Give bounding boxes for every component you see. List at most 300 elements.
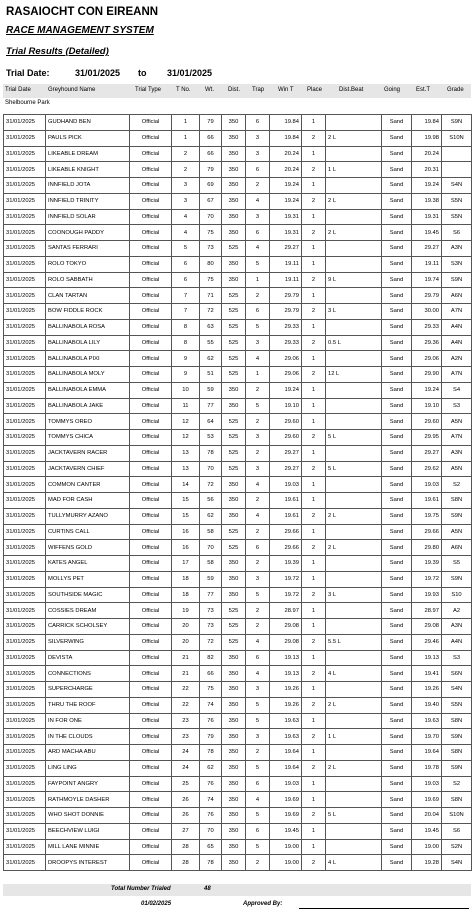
win-time-cell: 20.24: [270, 146, 302, 162]
trial-type-cell: Official: [130, 115, 172, 131]
going-cell: Sand: [382, 556, 412, 572]
place-cell: 2: [302, 587, 326, 603]
trial-date-range: [6, 68, 446, 80]
distance-cell: 350: [222, 193, 246, 209]
trap-cell: 3: [246, 461, 270, 477]
table-row: [4, 508, 472, 524]
report-title: Trial Results (Detailed): [6, 46, 109, 57]
weight-cell: 73: [200, 241, 222, 257]
table-row: [4, 225, 472, 241]
win-time-cell: 29.06: [270, 351, 302, 367]
win-time-cell: 29.08: [270, 619, 302, 635]
trial-date-cell: 31/01/2025: [4, 351, 46, 367]
win-time-cell: 19.31: [270, 225, 302, 241]
trap-cell: 3: [246, 571, 270, 587]
trap-cell: 3: [246, 130, 270, 146]
table-row: [4, 288, 472, 304]
trap-cell: 2: [246, 414, 270, 430]
est-time-cell: 19.45: [412, 225, 442, 241]
trial-number-cell: 9: [172, 351, 200, 367]
est-time-cell: 30.00: [412, 304, 442, 320]
going-cell: Sand: [382, 414, 412, 430]
weight-cell: 78: [200, 855, 222, 871]
distance-cell: 525: [222, 241, 246, 257]
trap-cell: 5: [246, 587, 270, 603]
distance-beaten-cell: [326, 241, 382, 257]
grade-cell: S4N: [442, 178, 472, 194]
grade-cell: A4N: [442, 319, 472, 335]
weight-cell: 64: [200, 414, 222, 430]
going-cell: Sand: [382, 697, 412, 713]
win-time-cell: 29.33: [270, 319, 302, 335]
grade-cell: A7N: [442, 304, 472, 320]
greyhound-name-cell: INNFIELD SOLAR: [46, 209, 130, 225]
distance-cell: 350: [222, 682, 246, 698]
trial-type-cell: Official: [130, 619, 172, 635]
distance-cell: 350: [222, 382, 246, 398]
win-time-cell: 19.69: [270, 808, 302, 824]
trial-type-cell: Official: [130, 209, 172, 225]
trial-type-cell: Official: [130, 445, 172, 461]
weight-cell: 77: [200, 398, 222, 414]
trap-cell: 3: [246, 209, 270, 225]
going-cell: Sand: [382, 587, 412, 603]
win-time-cell: 19.64: [270, 760, 302, 776]
trial-date-cell: 31/01/2025: [4, 808, 46, 824]
est-time-cell: 29.80: [412, 540, 442, 556]
weight-cell: 74: [200, 697, 222, 713]
table-row: [4, 619, 472, 635]
trial-date-cell: 31/01/2025: [4, 745, 46, 761]
distance-cell: 350: [222, 650, 246, 666]
est-time-cell: 29.90: [412, 367, 442, 383]
greyhound-name-cell: BALLINABOLA EMMA: [46, 382, 130, 398]
trial-number-cell: 4: [172, 225, 200, 241]
signature-line: [299, 908, 469, 909]
est-time-cell: 19.98: [412, 130, 442, 146]
distance-beaten-cell: [326, 115, 382, 131]
trial-number-cell: 8: [172, 335, 200, 351]
weight-cell: 59: [200, 571, 222, 587]
trial-number-cell: 20: [172, 619, 200, 635]
col-trial-date: Trial Date: [5, 87, 31, 93]
trial-number-cell: 16: [172, 540, 200, 556]
trial-number-cell: 20: [172, 634, 200, 650]
distance-beaten-cell: [326, 477, 382, 493]
greyhound-name-cell: MAD FOR CASH: [46, 493, 130, 509]
distance-cell: 525: [222, 461, 246, 477]
trial-date-cell: 31/01/2025: [4, 823, 46, 839]
trap-cell: 5: [246, 256, 270, 272]
weight-cell: 75: [200, 272, 222, 288]
trial-number-cell: 6: [172, 256, 200, 272]
distance-beaten-cell: 5 L: [326, 430, 382, 446]
win-time-cell: 19.69: [270, 792, 302, 808]
trial-date-cell: 31/01/2025: [4, 461, 46, 477]
going-cell: Sand: [382, 115, 412, 131]
weight-cell: 72: [200, 634, 222, 650]
est-time-cell: 28.97: [412, 603, 442, 619]
win-time-cell: 29.66: [270, 540, 302, 556]
grade-cell: S8N: [442, 493, 472, 509]
col-trial-type: Trial Type: [135, 87, 162, 93]
grade-cell: S10N: [442, 130, 472, 146]
place-cell: 1: [302, 650, 326, 666]
place-cell: 1: [302, 745, 326, 761]
place-cell: 1: [302, 398, 326, 414]
greyhound-name-cell: CURTINS CALL: [46, 524, 130, 540]
going-cell: Sand: [382, 792, 412, 808]
greyhound-name-cell: WHO SHOT DONNIE: [46, 808, 130, 824]
trial-type-cell: Official: [130, 839, 172, 855]
distance-cell: 350: [222, 209, 246, 225]
table-row: [4, 839, 472, 855]
distance-beaten-cell: [326, 823, 382, 839]
trial-type-cell: Official: [130, 697, 172, 713]
win-time-cell: 19.84: [270, 130, 302, 146]
table-row: [4, 130, 472, 146]
going-cell: Sand: [382, 508, 412, 524]
trial-number-cell: 26: [172, 808, 200, 824]
distance-beaten-cell: 1 L: [326, 729, 382, 745]
trial-date-cell: 31/01/2025: [4, 524, 46, 540]
distance-beaten-cell: 2 L: [326, 760, 382, 776]
distance-beaten-cell: 5 L: [326, 808, 382, 824]
est-time-cell: 19.70: [412, 729, 442, 745]
place-cell: 1: [302, 682, 326, 698]
est-time-cell: 19.28: [412, 855, 442, 871]
est-time-cell: 19.40: [412, 697, 442, 713]
going-cell: Sand: [382, 540, 412, 556]
est-time-cell: 29.95: [412, 430, 442, 446]
trial-date-cell: 31/01/2025: [4, 729, 46, 745]
distance-beaten-cell: 2 L: [326, 130, 382, 146]
weight-cell: 79: [200, 115, 222, 131]
weight-cell: 72: [200, 304, 222, 320]
place-cell: 2: [302, 508, 326, 524]
trap-cell: 6: [246, 823, 270, 839]
distance-beaten-cell: [326, 398, 382, 414]
win-time-cell: 19.00: [270, 855, 302, 871]
est-time-cell: 19.69: [412, 792, 442, 808]
win-time-cell: 19.64: [270, 745, 302, 761]
trial-date-cell: 31/01/2025: [4, 760, 46, 776]
table-row: [4, 367, 472, 383]
distance-cell: 350: [222, 571, 246, 587]
trial-number-cell: 10: [172, 382, 200, 398]
weight-cell: 66: [200, 130, 222, 146]
win-time-cell: 19.31: [270, 209, 302, 225]
distance-cell: 525: [222, 524, 246, 540]
trial-date-label: Trial Date:: [6, 68, 50, 78]
trap-cell: 4: [246, 241, 270, 257]
distance-beaten-cell: [326, 524, 382, 540]
grade-cell: S9N: [442, 571, 472, 587]
greyhound-name-cell: SILVERWING: [46, 634, 130, 650]
place-cell: 2: [302, 697, 326, 713]
trial-number-cell: 19: [172, 603, 200, 619]
trial-type-cell: Official: [130, 382, 172, 398]
weight-cell: 75: [200, 682, 222, 698]
trap-cell: 2: [246, 493, 270, 509]
est-time-cell: 29.06: [412, 351, 442, 367]
place-cell: 1: [302, 603, 326, 619]
place-cell: 1: [302, 776, 326, 792]
win-time-cell: 19.39: [270, 556, 302, 572]
going-cell: Sand: [382, 493, 412, 509]
grade-cell: A3N: [442, 241, 472, 257]
trial-number-cell: 25: [172, 776, 200, 792]
table-row: [4, 256, 472, 272]
est-time-cell: 19.11: [412, 256, 442, 272]
distance-cell: 350: [222, 839, 246, 855]
distance-beaten-cell: 1 L: [326, 162, 382, 178]
table-row: [4, 650, 472, 666]
trap-cell: 6: [246, 225, 270, 241]
distance-cell: 350: [222, 178, 246, 194]
table-row: [4, 697, 472, 713]
win-time-cell: 29.27: [270, 241, 302, 257]
place-cell: 2: [302, 540, 326, 556]
going-cell: Sand: [382, 682, 412, 698]
est-time-cell: 20.24: [412, 146, 442, 162]
weight-cell: 56: [200, 493, 222, 509]
trial-type-cell: Official: [130, 319, 172, 335]
grade-cell: A7N: [442, 367, 472, 383]
trial-date-cell: 31/01/2025: [4, 288, 46, 304]
win-time-cell: 20.24: [270, 162, 302, 178]
trial-date-cell: 31/01/2025: [4, 556, 46, 572]
win-time-cell: 19.72: [270, 571, 302, 587]
trial-date-cell: 31/01/2025: [4, 776, 46, 792]
est-time-cell: 19.31: [412, 209, 442, 225]
greyhound-name-cell: BALLINABOLA LILY: [46, 335, 130, 351]
distance-beaten-cell: 4 L: [326, 855, 382, 871]
distance-beaten-cell: 3 L: [326, 304, 382, 320]
greyhound-name-cell: INNFIELD JOTA: [46, 178, 130, 194]
distance-cell: 525: [222, 367, 246, 383]
weight-cell: 66: [200, 666, 222, 682]
trial-type-cell: Official: [130, 272, 172, 288]
going-cell: Sand: [382, 193, 412, 209]
grade-cell: S5N: [442, 193, 472, 209]
est-time-cell: 29.62: [412, 461, 442, 477]
distance-beaten-cell: [326, 209, 382, 225]
distance-beaten-cell: [326, 682, 382, 698]
col-trap: Trap: [252, 87, 265, 93]
greyhound-name-cell: FAYPOINT ANGRY: [46, 776, 130, 792]
win-time-cell: 19.24: [270, 193, 302, 209]
col-est-t: Est.T: [416, 87, 431, 93]
grade-cell: S3: [442, 398, 472, 414]
distance-beaten-cell: 12 L: [326, 367, 382, 383]
trial-number-cell: 15: [172, 493, 200, 509]
est-time-cell: 19.00: [412, 839, 442, 855]
trap-cell: 3: [246, 335, 270, 351]
trap-cell: 4: [246, 666, 270, 682]
trial-date-cell: 31/01/2025: [4, 713, 46, 729]
greyhound-name-cell: LING LING: [46, 760, 130, 776]
going-cell: Sand: [382, 650, 412, 666]
distance-cell: 350: [222, 855, 246, 871]
est-time-cell: 29.79: [412, 288, 442, 304]
win-time-cell: 29.60: [270, 414, 302, 430]
place-cell: 1: [302, 477, 326, 493]
grade-cell: S5: [442, 556, 472, 572]
trap-cell: 5: [246, 398, 270, 414]
est-time-cell: 20.31: [412, 162, 442, 178]
print-date: 01/02/2025: [141, 901, 172, 907]
trap-cell: 2: [246, 288, 270, 304]
table-row: [4, 808, 472, 824]
trap-cell: 3: [246, 729, 270, 745]
win-time-cell: 29.33: [270, 335, 302, 351]
win-time-cell: 19.00: [270, 839, 302, 855]
trial-number-cell: 3: [172, 178, 200, 194]
going-cell: Sand: [382, 634, 412, 650]
place-cell: 2: [302, 461, 326, 477]
trial-date-from: 31/01/2025: [75, 68, 121, 78]
grade-cell: A6N: [442, 288, 472, 304]
system-title: RACE MANAGEMENT SYSTEM: [6, 25, 154, 36]
win-time-cell: 19.63: [270, 729, 302, 745]
greyhound-name-cell: DEVISTA: [46, 650, 130, 666]
grade-cell: S9N: [442, 115, 472, 131]
weight-cell: 62: [200, 351, 222, 367]
weight-cell: 78: [200, 745, 222, 761]
trap-cell: 6: [246, 304, 270, 320]
table-row: [4, 430, 472, 446]
distance-cell: 525: [222, 540, 246, 556]
trial-number-cell: 6: [172, 272, 200, 288]
weight-cell: 76: [200, 776, 222, 792]
grade-cell: S4: [442, 382, 472, 398]
trap-cell: 4: [246, 477, 270, 493]
est-time-cell: 29.36: [412, 335, 442, 351]
grade-cell: S3N: [442, 256, 472, 272]
place-cell: 2: [302, 760, 326, 776]
going-cell: Sand: [382, 430, 412, 446]
col-t-no: T No.: [176, 87, 191, 93]
trial-type-cell: Official: [130, 603, 172, 619]
weight-cell: 75: [200, 225, 222, 241]
grade-cell: [442, 146, 472, 162]
trap-cell: 5: [246, 713, 270, 729]
trial-date-cell: 31/01/2025: [4, 619, 46, 635]
going-cell: Sand: [382, 241, 412, 257]
distance-cell: 350: [222, 792, 246, 808]
place-cell: 1: [302, 319, 326, 335]
weight-cell: 51: [200, 367, 222, 383]
trial-date-cell: 31/01/2025: [4, 319, 46, 335]
trial-date-cell: 31/01/2025: [4, 146, 46, 162]
table-row: [4, 682, 472, 698]
greyhound-name-cell: WIFFENS GOLD: [46, 540, 130, 556]
grade-cell: A5N: [442, 524, 472, 540]
greyhound-name-cell: COMMON CANTER: [46, 477, 130, 493]
win-time-cell: 19.11: [270, 256, 302, 272]
trial-date-cell: 31/01/2025: [4, 162, 46, 178]
table-row: [4, 729, 472, 745]
est-time-cell: 19.72: [412, 571, 442, 587]
greyhound-name-cell: ROLO SABBATH: [46, 272, 130, 288]
trap-cell: 6: [246, 650, 270, 666]
trap-cell: 4: [246, 351, 270, 367]
distance-cell: 350: [222, 398, 246, 414]
table-row: [4, 209, 472, 225]
distance-beaten-cell: [326, 319, 382, 335]
distance-cell: 350: [222, 713, 246, 729]
win-time-cell: 19.61: [270, 493, 302, 509]
going-cell: Sand: [382, 808, 412, 824]
grade-cell: S8N: [442, 792, 472, 808]
table-row: [4, 776, 472, 792]
greyhound-name-cell: SOUTHSIDE MAGIC: [46, 587, 130, 603]
trial-date-cell: 31/01/2025: [4, 209, 46, 225]
trial-number-cell: 22: [172, 682, 200, 698]
distance-beaten-cell: 2 L: [326, 225, 382, 241]
win-time-cell: 19.24: [270, 178, 302, 194]
trial-date-cell: 31/01/2025: [4, 445, 46, 461]
trial-date-cell: 31/01/2025: [4, 256, 46, 272]
trial-number-cell: 13: [172, 461, 200, 477]
table-row: [4, 477, 472, 493]
trap-cell: 6: [246, 115, 270, 131]
going-cell: Sand: [382, 178, 412, 194]
trial-number-cell: 24: [172, 760, 200, 776]
trial-date-cell: 31/01/2025: [4, 367, 46, 383]
win-time-cell: 29.27: [270, 445, 302, 461]
weight-cell: 69: [200, 178, 222, 194]
win-time-cell: 19.26: [270, 697, 302, 713]
win-time-cell: 29.60: [270, 430, 302, 446]
going-cell: Sand: [382, 162, 412, 178]
trial-number-cell: 17: [172, 556, 200, 572]
place-cell: 1: [302, 414, 326, 430]
greyhound-name-cell: CLAN TARTAN: [46, 288, 130, 304]
win-time-cell: 19.63: [270, 713, 302, 729]
distance-cell: 525: [222, 288, 246, 304]
greyhound-name-cell: BALLINABOLA MOLY: [46, 367, 130, 383]
greyhound-name-cell: TULLYMURRY AZANO: [46, 508, 130, 524]
weight-cell: 70: [200, 461, 222, 477]
grade-cell: [442, 162, 472, 178]
trial-number-cell: 12: [172, 414, 200, 430]
trial-type-cell: Official: [130, 776, 172, 792]
trap-cell: 4: [246, 792, 270, 808]
trial-date-cell: 31/01/2025: [4, 430, 46, 446]
trial-date-cell: 31/01/2025: [4, 335, 46, 351]
greyhound-name-cell: RATHMOYLE DASHER: [46, 792, 130, 808]
greyhound-name-cell: TOMMYS CHICA: [46, 430, 130, 446]
distance-beaten-cell: [326, 603, 382, 619]
trial-type-cell: Official: [130, 414, 172, 430]
weight-cell: 70: [200, 209, 222, 225]
going-cell: Sand: [382, 382, 412, 398]
weight-cell: 53: [200, 430, 222, 446]
distance-beaten-cell: 2 L: [326, 508, 382, 524]
win-time-cell: 19.72: [270, 587, 302, 603]
trial-type-cell: Official: [130, 556, 172, 572]
weight-cell: 72: [200, 477, 222, 493]
trial-date-cell: 31/01/2025: [4, 571, 46, 587]
win-time-cell: 19.03: [270, 776, 302, 792]
grade-cell: S4N: [442, 855, 472, 871]
going-cell: Sand: [382, 745, 412, 761]
distance-cell: 350: [222, 130, 246, 146]
going-cell: Sand: [382, 288, 412, 304]
greyhound-name-cell: COONOUGH PADDY: [46, 225, 130, 241]
